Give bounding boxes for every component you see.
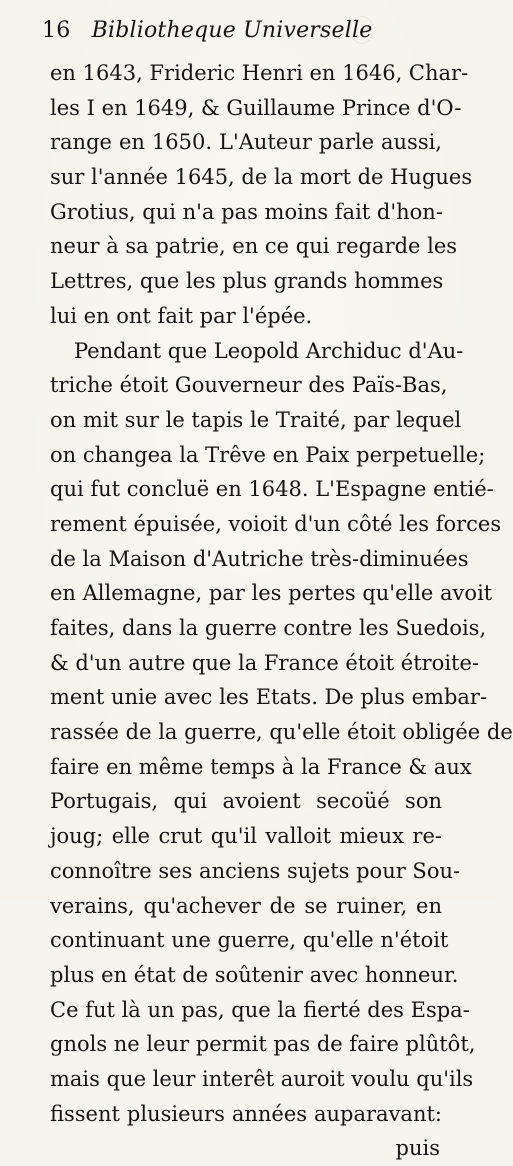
text-line: les I en 1649, & Guillaume Prince d'O- (50, 95, 462, 120)
text-line: Lettres, que les plus grands hommes (50, 269, 444, 294)
text-line: de la Maison d'Autriche très-diminuées (50, 546, 469, 571)
text-line: plus en état de soûtenir avec honneur. (50, 962, 459, 987)
text-line: gnols ne leur permit pas de faire plûtôt, (50, 1032, 476, 1057)
running-header (42, 14, 462, 48)
text-line: fissent plusieurs années auparavant: (50, 1101, 442, 1126)
text-line: on changea la Trêve en Paix perpetuelle; (50, 442, 486, 467)
text-line: neur à sa patrie, en ce qui regarde les (50, 234, 458, 259)
text-line: rement épuisée, voioit d'un côté les forces (50, 511, 502, 536)
text-line: faire en même temps à la France & aux (50, 754, 472, 779)
text-line: triche étoit Gouverneur des Païs-Bas, (50, 373, 448, 398)
text-line: & d'un autre que la France étoit étroite- (50, 650, 480, 675)
running-title: Bibliotheque Universelle (91, 18, 373, 43)
text-line: Ce fut là un pas, que la fierté des Espa- (50, 997, 470, 1022)
text-line: faites, dans la guerre contre les Suedois, (50, 616, 487, 640)
page-number: 16 (42, 18, 71, 43)
text-line: Grotius, qui n'a pas moins fait d'hon- (50, 199, 443, 224)
text-line: lui en ont fait par l'épée. (50, 303, 313, 328)
text-line: joug; elle crut qu'il valloit mieux re- (50, 824, 442, 849)
body-text (50, 56, 513, 1166)
text-line: en 1643, Frideric Henri en 1646, Char- (50, 61, 469, 85)
text-line: qui fut concluë en 1648. L'Espagne entié- (50, 477, 494, 502)
text-line: verains, qu'achever de se ruiner, en (50, 893, 442, 918)
text-line: rassée de la guerre, qu'elle étoit obligée de (50, 720, 513, 745)
paragraph-first-line: Pendant que Leopold Archiduc d'Au- (74, 338, 464, 363)
text-line: sur l'année 1645, de la mort de Hugues (50, 165, 473, 190)
text-line: mais que leur interêt auroit voulu qu'ils (50, 1066, 474, 1091)
text-line: continuant une guerre, qu'elle n'étoit (50, 928, 449, 953)
text-line: Portugais, qui avoient secoüé son (50, 789, 442, 814)
text-line: en Allemagne, par les pertes qu'elle avoit (50, 581, 493, 606)
text-line: on mit sur le tapis le Traité, par lequel (50, 407, 462, 432)
text-line: ment unie avec les Etats. De plus embar- (50, 685, 488, 710)
text-line: connoître ses anciens sujets pour Sou- (50, 858, 461, 883)
text-line: range en 1650. L'Auteur parle aussi, (50, 130, 442, 155)
catchword: puis (395, 1136, 440, 1161)
